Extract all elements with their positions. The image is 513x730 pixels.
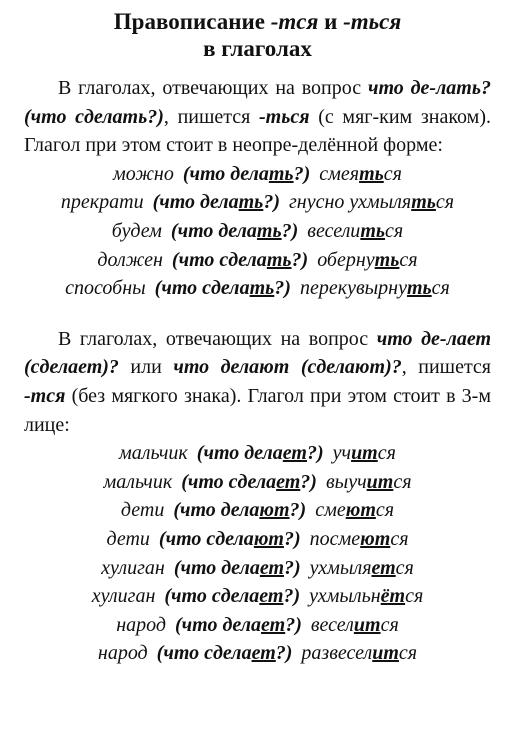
example-line [24,439,491,468]
example-question: (что дела [173,556,260,579]
rule-2-paragraph [24,325,491,439]
example-question: ?) [281,219,299,242]
example-verb: развесел [301,642,373,665]
example-line [24,554,491,583]
example-question: (что сдела [156,642,252,665]
example-verb: ухмыля [309,556,372,579]
example-question: ?) [300,470,317,493]
example-word: дети [120,499,165,522]
title-suffix-tsya: -тся [270,9,319,34]
example-question: ?) [306,442,324,465]
example-question-ending: ет [259,556,284,579]
example-question-ending: ет [251,642,276,665]
page-title [24,8,491,62]
rule-2-text: (без мягкого знака). Глагол при этом стоит в 3-м лице: [24,384,491,436]
rule-1-question: что де-лать? (что сделать?) [24,77,491,128]
example-line [24,217,491,246]
example-question: (что дела [182,162,269,185]
example-verb-suffix: ся [395,556,414,579]
example-word: народ [116,613,167,636]
example-question: ?) [293,162,311,185]
example-word: хулиган [101,556,165,579]
example-word: народ [97,642,148,665]
example-verb-suffix: ся [405,585,424,608]
examples-1-list [24,160,491,303]
example-question-ending: ть [238,191,264,214]
rule-1-paragraph [24,74,491,160]
title-line2: в глаголах [203,36,312,61]
title-text: Правописание [113,9,271,34]
example-verb-suffix: ся [390,527,409,550]
example-verb-ending: ит [351,442,378,465]
example-question: ?) [284,556,301,579]
example-verb-ending: ют [360,527,391,550]
example-verb: выуч [325,470,367,493]
example-verb: сме [315,499,346,522]
example-line [24,525,491,554]
example-verb-ending: ть [359,162,384,185]
example-line [24,246,491,275]
example-verb-suffix: ся [385,219,404,242]
example-verb-ending: ёт [380,585,406,608]
example-line [24,274,491,303]
rule-2-text: В глаголах, отвечающих на вопрос [58,327,377,350]
example-question-ending: ют [253,527,284,550]
example-question: ?) [291,248,309,271]
example-question: (что дела [170,219,257,242]
example-question: (что дела [173,499,260,522]
example-verb-ending: ит [353,613,381,636]
rule-2-suffix: -тся [24,384,66,407]
example-line [24,611,491,640]
example-word: прекрати [60,191,144,214]
example-question-ending: ет [259,585,284,608]
example-verb-ending: ют [345,499,376,522]
example-word: мальчик [119,442,188,465]
rule-2-text: или [118,356,174,379]
example-verb-ending: ит [372,642,399,665]
example-question: ?) [285,613,302,636]
examples-2-list [24,439,491,668]
example-verb-suffix: ся [393,470,412,493]
example-word: дети [106,527,150,550]
example-verb-suffix: ся [375,499,395,522]
example-line [24,188,491,217]
example-verb: смея [319,162,360,185]
example-word: можно [113,162,174,185]
example-verb-ending: ть [360,219,386,242]
rule-2-text: , пишется [401,356,492,379]
rule-2-question: что де-лает (сделает)? [24,327,492,379]
example-question-ending: ет [282,442,307,465]
example-question-ending: ет [276,470,301,493]
example-verb: перекувырну [299,277,407,300]
example-line [24,582,491,611]
example-verb: посме [309,527,361,550]
example-question: ?) [274,277,291,300]
example-line [24,639,491,668]
example-question: (что сдела [164,585,260,608]
title-line1 [114,9,401,34]
example-verb-ending: ть [406,277,432,300]
example-question: (что дела [152,191,239,214]
example-question: ?) [283,585,301,608]
example-line [24,160,491,189]
title-and: и [318,9,344,34]
example-question: ?) [289,499,307,522]
example-verb: гнусно ухмыля [288,191,412,214]
example-verb-ending: ть [411,191,436,214]
example-question: ?) [263,191,280,214]
example-verb-suffix: ся [383,162,402,185]
example-line [24,496,491,525]
example-question-ending: ть [249,277,275,300]
example-verb: оберну [317,248,375,271]
example-question: ?) [275,642,293,665]
example-question: (что сдела [181,470,277,493]
rule-2-question: что делают (сделают)? [173,356,402,379]
rule-1-text: , пишется [163,105,259,128]
rule-1-text: (с мяг-ким знаком). Глагол при этом стоит в неопре-делённой форме: [24,105,491,157]
example-question: (что сдела [154,277,250,300]
title-suffix-tsya-soft: -ться [343,9,402,34]
example-line [24,468,491,497]
example-word: способны [65,277,146,300]
example-question: (что дела [196,442,283,465]
example-verb-suffix: ся [399,248,418,271]
example-verb-ending: ит [366,470,394,493]
example-verb-suffix: ся [435,191,455,214]
example-word: хулиган [91,585,156,608]
example-verb-suffix: ся [380,613,399,636]
example-word: будем [111,219,162,242]
rule-1-text: В глаголах, отвечающих на вопрос [58,77,368,99]
example-word: мальчик [103,470,173,493]
example-question-ending: ть [268,162,294,185]
example-word: должен [97,248,163,271]
example-question-ending: ют [259,499,290,522]
example-verb-ending: ет [371,556,396,579]
example-verb-suffix: ся [398,642,418,665]
example-question: (что сдела [171,248,267,271]
example-verb-suffix: ся [431,277,450,300]
example-verb: весел [310,613,354,636]
example-verb-suffix: ся [377,442,396,465]
example-question-ending: ть [266,248,292,271]
example-question: ?) [283,527,301,550]
example-question: (что сдела [158,527,254,550]
example-verb: уч [332,442,352,465]
example-verb: весели [307,219,361,242]
example-question-ending: ет [261,613,286,636]
example-verb: ухмыльн [309,585,381,608]
rule-1-suffix: -ться [259,105,310,128]
example-question: (что дела [175,613,262,636]
example-question-ending: ть [256,219,282,242]
example-verb-ending: ть [374,248,400,271]
